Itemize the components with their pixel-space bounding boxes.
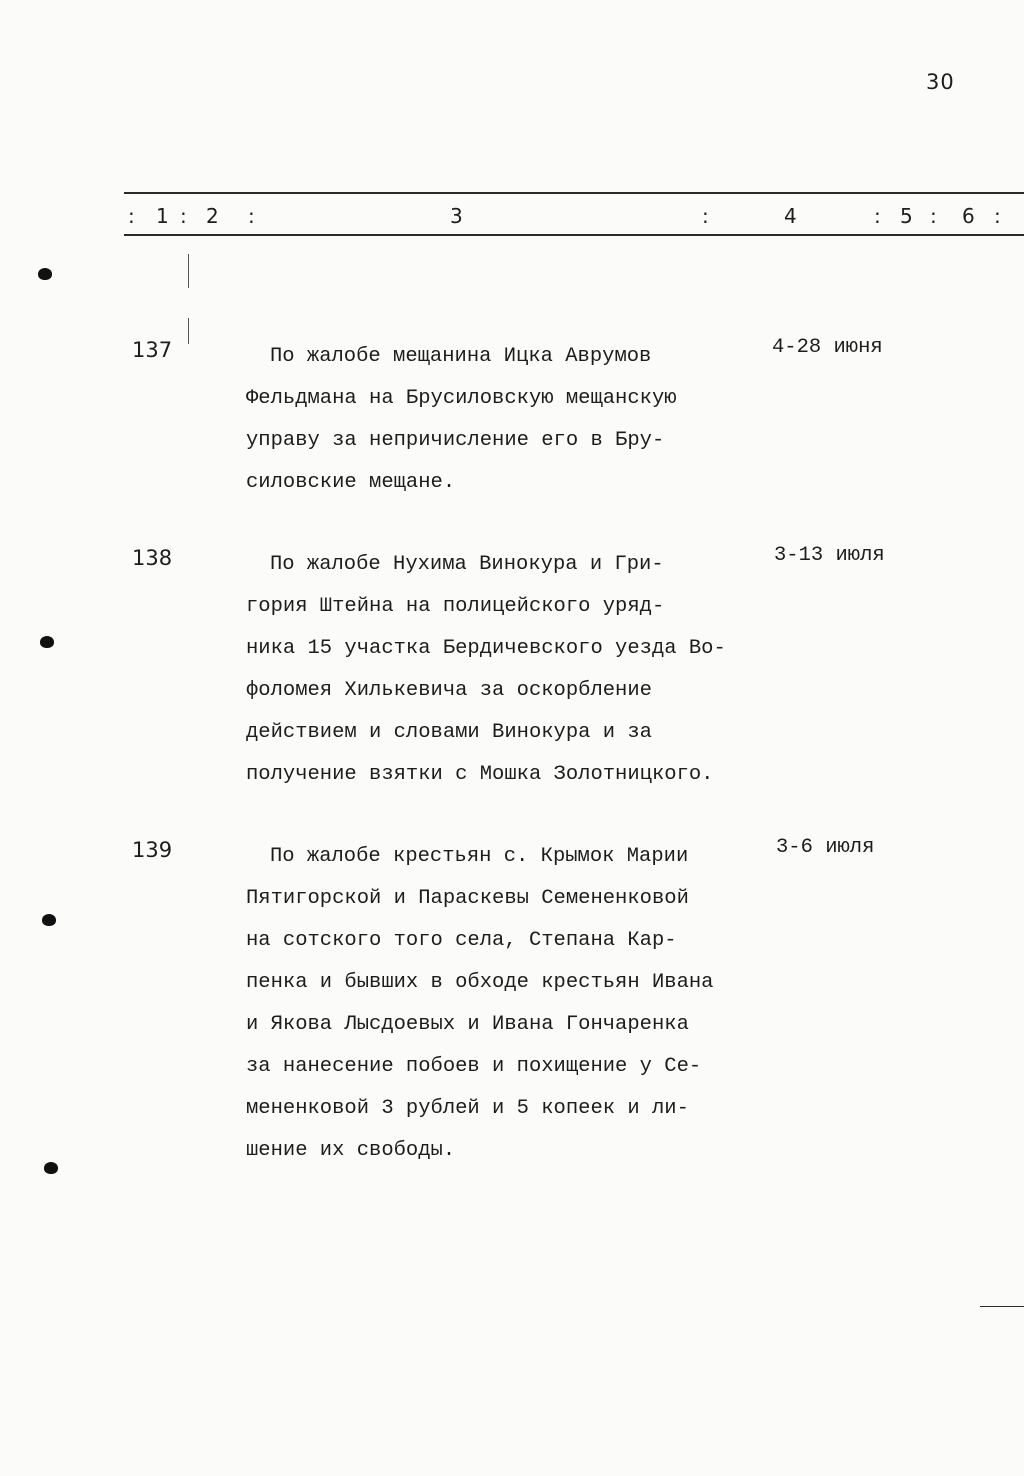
column-separator: : (248, 204, 255, 228)
column-separator: : (128, 204, 135, 228)
column-separator: : (180, 204, 187, 228)
entry-text-line: гория Штейна на полицейского уряд- (246, 595, 665, 618)
entry-date: 4-28 июня (772, 336, 883, 359)
entry-text-line: силовские мещане. (246, 471, 456, 494)
entry-text-line: мененковой 3 рублей и 5 копеек и ли- (246, 1097, 689, 1120)
entry-text-line: шение их свободы. (246, 1139, 456, 1162)
column-tick-mark (188, 254, 189, 288)
column-header-5: 5 (900, 204, 913, 228)
entry-date: 3-6 июля (776, 836, 875, 859)
punch-hole-mark (40, 636, 54, 648)
punch-hole-mark (42, 914, 56, 926)
entry-text-line: управу за непричисление его в Бру- (246, 429, 665, 452)
page-end-rule (980, 1306, 1024, 1307)
entry-text-line: пенка и бывших в обходе крестьян Ивана (246, 971, 714, 994)
page-number: 30 (926, 70, 955, 94)
entry-number: 138 (132, 546, 173, 570)
entry-text-line: ника 15 участка Бердичевского уезда Во- (246, 637, 726, 660)
column-tick-mark (188, 318, 189, 344)
entry-number: 137 (132, 338, 173, 362)
column-header-4: 4 (784, 204, 797, 228)
column-separator: : (874, 204, 881, 228)
table-header-top-rule (124, 192, 1024, 194)
entry-text-line: на сотского того села, Степана Кар- (246, 929, 677, 952)
entry-text-line: фоломея Хилькевича за оскорбление (246, 679, 652, 702)
entry-description (246, 544, 746, 796)
entry-text-line: и Якова Лысдоевых и Ивана Гончаренка (246, 1013, 689, 1036)
entry-text-line: Пятигорской и Параскевы Семененковой (246, 887, 689, 910)
table-header-bottom-rule (124, 234, 1024, 236)
column-header-2: 2 (206, 204, 219, 228)
column-header-6: 6 (962, 204, 975, 228)
entry-text-line: за нанесение побоев и похищение у Се- (246, 1055, 702, 1078)
entry-description (246, 336, 746, 504)
table-column-header (124, 204, 1024, 232)
punch-hole-mark (44, 1162, 58, 1174)
entry-text-line: По жалобе Нухима Винокура и Гри- (270, 553, 664, 576)
punch-hole-mark (38, 268, 52, 280)
entry-text-line: получение взятки с Мошка Золотницкого. (246, 763, 714, 786)
entry-text-line: действием и словами Винокура и за (246, 721, 652, 744)
column-header-3: 3 (450, 204, 463, 228)
entry-text-line: Фельдмана на Брусиловскую мещанскую (246, 387, 677, 410)
entry-description (246, 836, 746, 1172)
column-header-1: 1 (156, 204, 169, 228)
column-separator: : (702, 204, 709, 228)
entry-date: 3-13 июля (774, 544, 885, 567)
column-separator: : (930, 204, 937, 228)
column-separator: : (994, 204, 1001, 228)
entry-number: 139 (132, 838, 173, 862)
entry-text-line: По жалобе мещанина Ицка Аврумов (270, 345, 652, 368)
entry-text-line: По жалобе крестьян с. Крымок Марии (270, 845, 689, 868)
